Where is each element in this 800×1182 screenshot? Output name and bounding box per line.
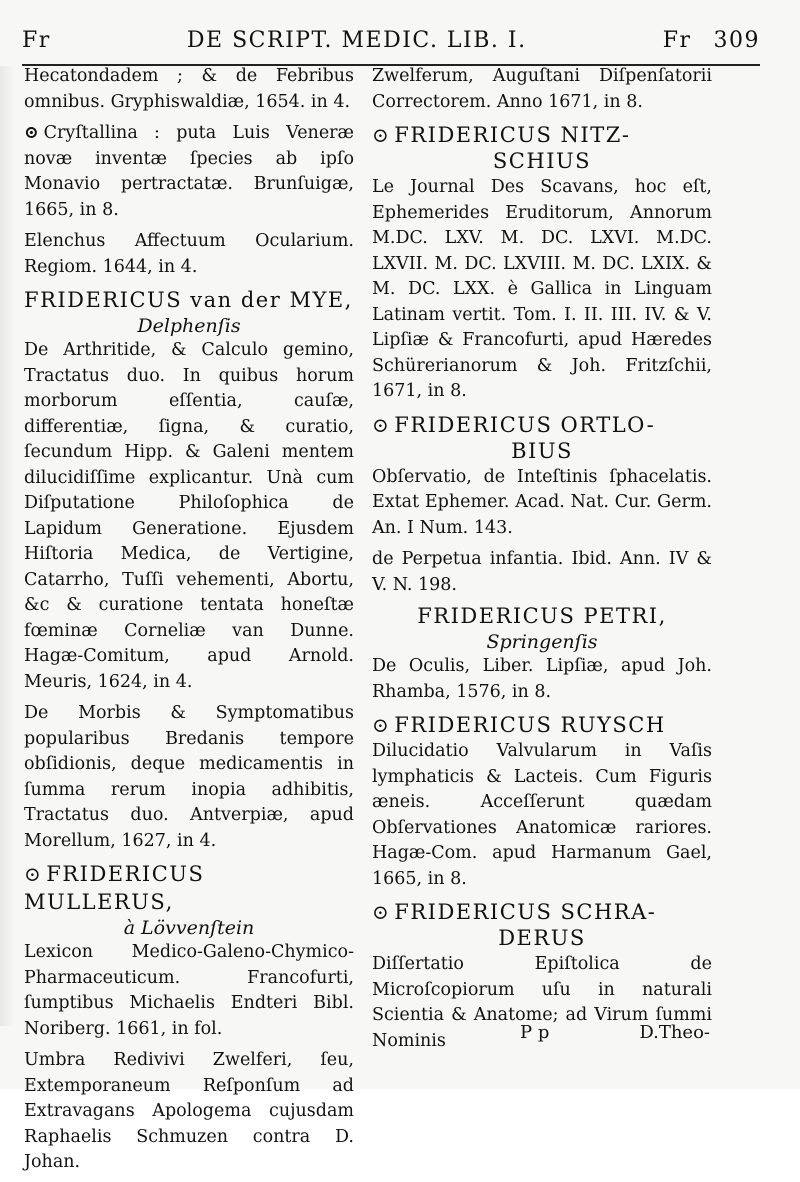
author-heading	[372, 121, 712, 149]
paragraph: Obſervatio, de Inteſtinis ſphacelatis. Extat Ephemer. Acad. Nat. Cur. Germ. An. I Num. 143.	[372, 466, 712, 538]
circle-dot-icon: ⊙	[24, 862, 43, 886]
paragraph: De Morbis & Symptomatibus popularibus Bredanis tempore obſidionis, deque medicamentis in ſumma rerum inopia adhibitis, Tractatus duo. Antverpiæ, apud Morellum, 1627, in 4.	[24, 703, 354, 851]
paragraph: Hecatondadem ; & de Febribus omnibus. Gryphiswaldiæ, 1654. in 4.	[24, 66, 354, 112]
paragraph: Umbra Redivivi Zwelferi, ſeu, Extemporaneum Reſponſum ad Extravagans Apologema cujusdam Raphaelis Schmuzen contra D. Johan.	[24, 1050, 354, 1172]
author-name: FRIDERICUS NITZ-	[394, 123, 631, 147]
page-footer	[520, 1022, 710, 1043]
author-heading: FRIDERICUS van der MYE,	[24, 288, 353, 312]
header-right-mark: Fr	[662, 28, 692, 53]
author-name: FRIDERICUS RUYSCH	[394, 713, 666, 737]
entry-item	[24, 121, 354, 223]
entry-item	[372, 175, 712, 405]
paragraph-text: Cryſtallina : puta Luis Veneræ novæ inventæ ſpecies ab ipſo Monavio pertractatæ. Brunſuigæ, 1665, in 8.	[24, 123, 354, 220]
catchword: D.Theo-	[639, 1022, 710, 1043]
entry-continuation	[24, 64, 354, 115]
author-heading: FRIDERICUS PETRI,	[417, 604, 667, 628]
entry-item	[24, 229, 354, 280]
entry-item	[372, 547, 712, 598]
right-column	[372, 64, 712, 1060]
signature-mark: P p	[520, 1022, 550, 1043]
author-heading-continued: DERUS	[498, 926, 586, 950]
entry-item	[24, 1048, 354, 1176]
author-heading	[372, 898, 712, 926]
author-origin: à Lövvenſtein	[123, 917, 255, 939]
circle-dot-icon: ⊙	[372, 713, 391, 737]
circle-dot-icon: ⊙	[372, 123, 391, 147]
paragraph: De Arthritide, & Calculo gemino, Tractatus duo. In quibus horum morborum eſſentia, cauſæ, differentiæ, ſigna, & curatio, ſecundum Hipp. & Galeni mentem dilucidiſſime explicantur. Unà cum Diſputatione Philoſophica de Lapidum Generatione. Ejusdem Hiſtoria Medica, de Vertigine, Catarrho, Tuſſi vehementi, Abortu, &c & curatione tentata honeſtæ fœminæ Corneliæ van Dunne. Hagæ-Comitum, apud Arnold. Meuris, 1624, in 4.	[24, 340, 354, 692]
author-heading	[24, 860, 354, 916]
page-number: 309	[713, 28, 760, 53]
entry-item	[24, 701, 354, 854]
paragraph: de Perpetua infantia. Ibid. Ann. IV & V. N. 198.	[372, 549, 712, 595]
header-right	[663, 28, 760, 53]
author-heading-continued: SCHIUS	[492, 149, 592, 173]
paragraph: Elenchus Affectuum Ocularium. Regiom. 1644, in 4.	[24, 231, 354, 277]
paragraph	[24, 121, 354, 223]
author-name: FRIDERICUS MULLERUS,	[24, 862, 205, 914]
author-name: FRIDERICUS ORTLO-	[394, 412, 656, 437]
running-header	[22, 28, 760, 64]
entry-item	[24, 338, 354, 695]
circle-dot-icon: ⊙	[372, 900, 391, 924]
author-heading	[372, 711, 712, 739]
entry-item	[372, 739, 712, 892]
author-origin: Delphenſis	[137, 315, 241, 337]
entry-continuation	[372, 64, 712, 115]
author-heading	[372, 411, 712, 439]
left-column	[24, 64, 354, 1182]
paragraph: Zwelferum, Auguſtani Diſpenſatorii Correctorem. Anno 1671, in 8.	[372, 66, 712, 112]
author-heading-continued: BIUS	[511, 438, 573, 463]
author-name: FRIDERICUS SCHRA-	[394, 900, 657, 924]
entry-item	[372, 465, 712, 542]
paragraph: Diſſertatio Epiſtolica de Microſcopiorum uſu in naturali Scientia & Anatome; ad Virum ſummi Nominis	[372, 954, 712, 1051]
header-title: DE SCRIPT. MEDIC. LIB. I.	[186, 28, 527, 53]
author-origin: Springenſis	[486, 631, 598, 653]
page-gutter-shadow	[0, 66, 14, 1026]
paragraph: Le Journal Des Scavans, hoc eſt, Ephemerides Eruditorum, Annorum M.DC. LXV. M. DC. LXVI. M.DC. LXVII. M. DC. LXVIII. M. DC. LXIX. & M. DC. LXX. è Gallica in Linguam Latinam vertit. Tom. I. II. III. IV. & V. Lipſiæ & Francofurti, apud Hæredes Schürerianorum & Joh. Fritzſchii, 1671, in 8.	[372, 177, 712, 401]
paragraph: Lexicon Medico-Galeno-Chymico-Pharmaceuticum. Francofurti, ſumptibus Michaelis Endteri Bibl. Noriberg. 1661, in fol.	[24, 942, 354, 1039]
paragraph: Dilucidatio Valvularum in Vaſis lymphaticis & Lacteis. Cum Figuris æneis. Acceſſerunt quædam Obſervationes Anatomicæ rariores. Hagæ-Com. apud Harmanum Gael, 1665, in 8.	[372, 741, 712, 889]
circle-dot-icon: ⊙	[372, 412, 391, 437]
header-left-mark: Fr	[22, 28, 51, 53]
entry-item	[24, 940, 354, 1042]
paragraph: De Oculis, Liber. Lipſiæ, apud Joh. Rhamba, 1576, in 8.	[372, 656, 712, 702]
circle-dot-icon: ⊙	[24, 123, 39, 143]
entry-item	[372, 654, 712, 705]
